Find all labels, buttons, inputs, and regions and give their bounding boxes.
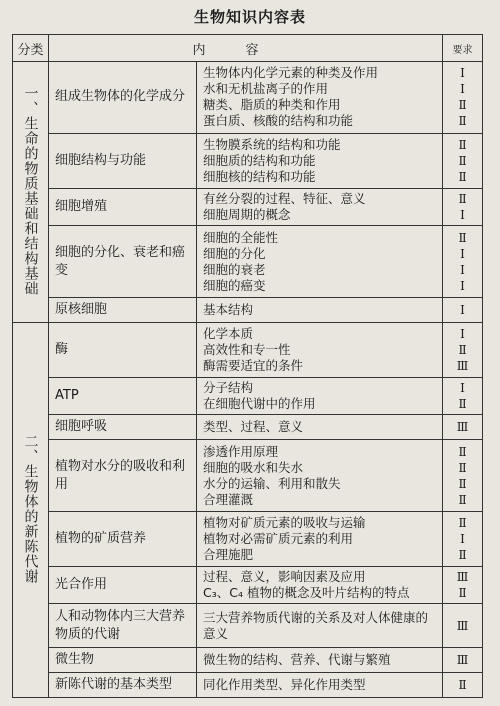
requirement-level: Ⅱ — [458, 444, 467, 459]
content-item: 有丝分裂的过程、特征、意义 — [203, 191, 366, 207]
requirement-level: Ⅰ — [460, 326, 465, 341]
requirement-level: Ⅱ — [458, 492, 467, 507]
requirement-level: Ⅱ — [458, 476, 467, 491]
content-items-cell — [197, 133, 443, 188]
requirement-cell — [443, 604, 483, 648]
topic-cell: 植物的矿质营养 — [49, 512, 197, 567]
table-row — [13, 188, 483, 226]
requirement-level: Ⅰ — [460, 246, 465, 261]
content-item: 渗透作用原理 — [203, 443, 279, 459]
requirement-level: Ⅱ — [458, 169, 467, 184]
content-item: 细胞的癌变 — [203, 277, 266, 293]
requirement-level: Ⅱ — [458, 460, 467, 475]
header-category: 分类 — [13, 35, 49, 62]
table-row — [13, 566, 483, 604]
topic-cell: 细胞的分化、衰老和癌变 — [49, 226, 197, 298]
requirement-level: Ⅱ — [458, 586, 467, 601]
table-row — [13, 133, 483, 188]
content-item: 细胞的全能性 — [203, 229, 279, 245]
content-item: 细胞的衰老 — [203, 261, 266, 277]
requirement-level: Ⅰ — [460, 262, 465, 277]
requirement-level: Ⅰ — [460, 303, 465, 318]
requirement-level: Ⅱ — [458, 153, 467, 168]
content-item: 分子结构 — [203, 380, 254, 396]
table-row — [13, 62, 483, 134]
requirement-level: Ⅰ — [460, 82, 465, 97]
requirement-cell — [443, 512, 483, 567]
content-item: 细胞核的结构和功能 — [203, 168, 316, 184]
requirement-cell — [443, 440, 483, 512]
table-row — [13, 323, 483, 378]
content-item: 在细胞代谢中的作用 — [203, 396, 316, 412]
topic-cell: 细胞增殖 — [49, 188, 197, 226]
table-row — [13, 440, 483, 512]
page-title: 生物知识内容表 — [193, 8, 306, 26]
topic-cell: 原核细胞 — [49, 298, 197, 323]
requirement-level: Ⅲ — [456, 653, 469, 668]
content-items-cell — [197, 604, 443, 648]
requirement-cell — [443, 415, 483, 440]
content-item: 三大营养物质代谢的关系及对人体健康的意义 — [203, 609, 429, 641]
topic-cell: 人和动物体内三大营养物质的代谢 — [49, 604, 197, 648]
content-item: 植物对矿质元素的吸收与运输 — [203, 514, 366, 530]
category-label: 二、生物体的新陈代谢 — [22, 433, 39, 584]
content-item: 植物对必需矿质元素的利用 — [203, 530, 354, 546]
content-item: 糖类、脂质的种类和作用 — [203, 97, 341, 113]
content-item: 类型、过程、意义 — [203, 419, 304, 435]
content-items-cell — [197, 512, 443, 567]
content-item: 细胞质的结构和功能 — [203, 152, 316, 168]
requirement-cell — [443, 673, 483, 698]
requirement-cell — [443, 566, 483, 604]
requirement-level: Ⅰ — [460, 66, 465, 81]
header-content: 内容 — [49, 35, 443, 62]
requirement-level: Ⅱ — [458, 192, 467, 207]
requirement-level: Ⅱ — [458, 98, 467, 113]
content-item: 细胞的分化 — [203, 245, 266, 261]
requirement-cell — [443, 226, 483, 298]
content-item: 水和无机盐离子的作用 — [203, 81, 329, 97]
content-items-cell — [197, 226, 443, 298]
requirement-cell — [443, 133, 483, 188]
category-label: 一、生命的物质基础和结构基础 — [22, 85, 39, 296]
category-cell — [13, 323, 49, 698]
content-item: 水分的运输、利用和散失 — [203, 475, 341, 491]
requirement-level: Ⅱ — [458, 137, 467, 152]
topic-cell: 细胞结构与功能 — [49, 133, 197, 188]
requirement-level: Ⅰ — [460, 531, 465, 546]
content-items-cell — [197, 673, 443, 698]
content-item: 细胞周期的概念 — [203, 207, 291, 223]
content-item: 生物膜系统的结构和功能 — [203, 136, 341, 152]
requirement-level: Ⅰ — [460, 208, 465, 223]
topic-cell: 组成生物体的化学成分 — [49, 62, 197, 134]
requirement-level: Ⅱ — [458, 114, 467, 129]
knowledge-table — [12, 34, 483, 698]
content-items-cell — [197, 415, 443, 440]
content-items-cell — [197, 62, 443, 134]
requirement-level: Ⅱ — [458, 547, 467, 562]
topic-cell: 光合作用 — [49, 566, 197, 604]
table-row — [13, 604, 483, 648]
table-row — [13, 512, 483, 567]
content-item: 合理灌溉 — [203, 491, 254, 507]
table-body — [13, 62, 483, 698]
content-item: 合理施肥 — [203, 546, 254, 562]
content-item: 微生物的结构、营养、代谢与繁殖 — [203, 652, 391, 668]
requirement-level: Ⅲ — [456, 570, 469, 585]
requirement-level: Ⅰ — [460, 381, 465, 396]
requirement-level: Ⅰ — [460, 278, 465, 293]
content-item: 过程、意义，影响因素及应用 — [203, 569, 366, 585]
table-row — [13, 377, 483, 415]
content-item: 生物体内化学元素的种类及作用 — [203, 65, 379, 81]
content-items-cell — [197, 323, 443, 378]
content-items-cell — [197, 377, 443, 415]
table-row — [13, 415, 483, 440]
requirement-cell — [443, 188, 483, 226]
requirement-level: Ⅱ — [458, 230, 467, 245]
content-item: 同化作用类型、异化作用类型 — [203, 677, 366, 693]
requirement-cell — [443, 377, 483, 415]
content-item: 高效性和专一性 — [203, 341, 291, 357]
content-items-cell — [197, 440, 443, 512]
requirement-level: Ⅱ — [458, 342, 467, 357]
content-items-cell — [197, 648, 443, 673]
content-item: C₃、C₄ 植物的概念及叶片结构的特点 — [203, 585, 410, 601]
content-item: 基本结构 — [203, 302, 254, 318]
topic-cell: 植物对水分的吸收和利用 — [49, 440, 197, 512]
requirement-level: Ⅱ — [458, 515, 467, 530]
content-item: 酶需要适宜的条件 — [203, 357, 304, 373]
requirement-level: Ⅱ — [458, 397, 467, 412]
table-row — [13, 673, 483, 698]
content-item: 蛋白质、核酸的结构和功能 — [203, 113, 354, 129]
topic-cell: 酶 — [49, 323, 197, 378]
table-header-row — [13, 35, 483, 62]
category-cell — [13, 62, 49, 323]
requirement-level: Ⅲ — [456, 358, 469, 373]
topic-cell: 细胞呼吸 — [49, 415, 197, 440]
content-items-cell — [197, 298, 443, 323]
table-row — [13, 648, 483, 673]
content-item: 细胞的吸水和失水 — [203, 459, 304, 475]
content-item: 化学本质 — [203, 325, 254, 341]
header-requirement: 要求 — [443, 35, 483, 62]
topic-cell: 新陈代谢的基本类型 — [49, 673, 197, 698]
content-items-cell — [197, 566, 443, 604]
content-items-cell — [197, 188, 443, 226]
requirement-level: Ⅲ — [456, 618, 469, 633]
requirement-level: Ⅲ — [456, 420, 469, 435]
table-row — [13, 298, 483, 323]
topic-cell: 微生物 — [49, 648, 197, 673]
table-row — [13, 226, 483, 298]
requirement-cell — [443, 62, 483, 134]
requirement-cell — [443, 298, 483, 323]
requirement-cell — [443, 648, 483, 673]
requirement-level: Ⅱ — [458, 678, 467, 693]
topic-cell: ATP — [49, 377, 197, 415]
requirement-cell — [443, 323, 483, 378]
